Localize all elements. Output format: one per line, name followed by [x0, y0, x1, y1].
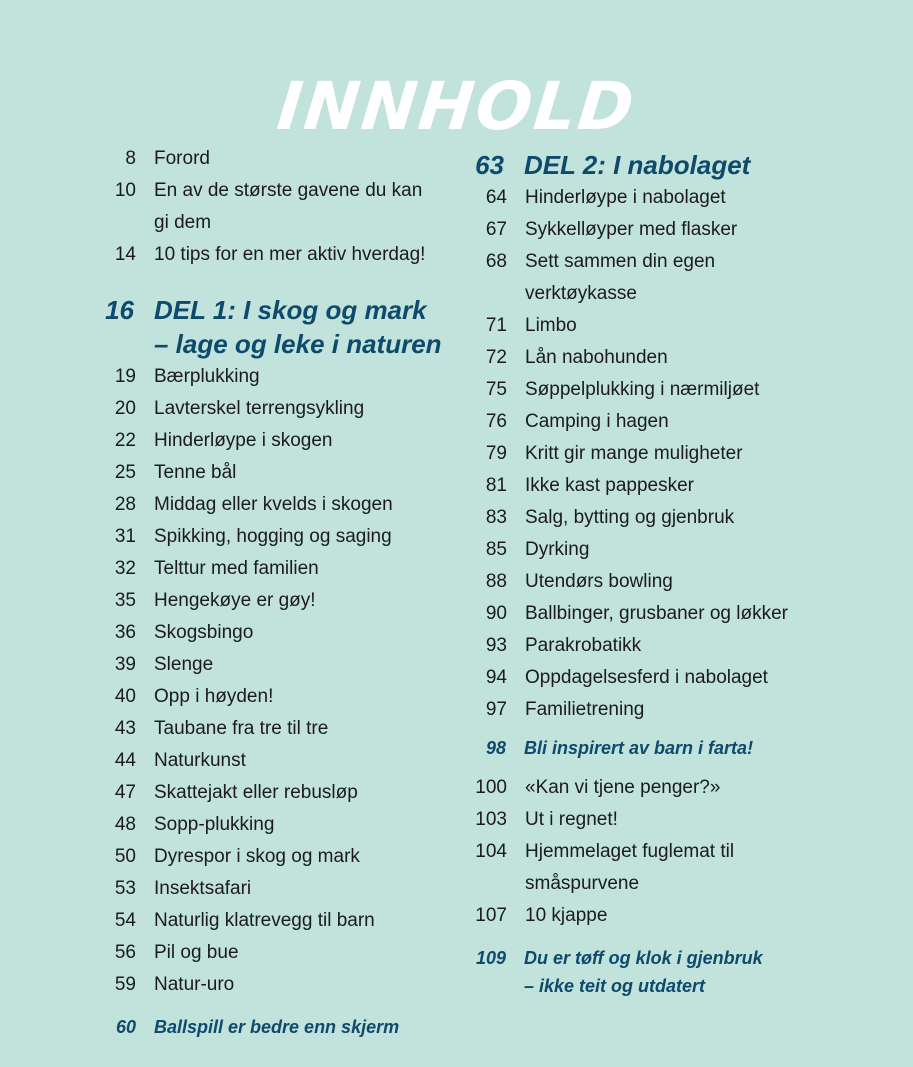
toc-entry-page: 54	[114, 910, 136, 931]
toc-entry[interactable]	[100, 393, 460, 425]
page-title: INNHOLD	[273, 68, 640, 146]
toc-entry-line: Camping i hagen	[525, 411, 669, 432]
toc-entry-page: 35	[114, 590, 136, 611]
part1-heading[interactable]	[100, 293, 460, 361]
toc-entry-line: Ikke kast pappesker	[525, 475, 694, 496]
toc-entry-title: Naturkunst	[154, 750, 246, 771]
toc-entry-page: 104	[475, 841, 507, 862]
toc-entry-title	[154, 239, 425, 271]
toc-entry-line: Lån nabohunden	[525, 347, 668, 368]
toc-entry[interactable]	[100, 175, 460, 239]
toc-entry-title	[525, 772, 720, 804]
toc-entry[interactable]	[470, 406, 910, 438]
toc-entry-line: Hjemmelaget fuglemat til	[525, 841, 735, 862]
toc-entry-page: 94	[485, 667, 507, 688]
toc-entry-title	[525, 598, 788, 630]
feature-gjenbruk[interactable]	[470, 944, 910, 1000]
toc-entry[interactable]	[470, 470, 910, 502]
feature2-title: Bli inspirert av barn i farta!	[524, 738, 754, 758]
toc-entry[interactable]	[470, 566, 910, 598]
toc-entry-title: Hinderløype i skogen	[154, 430, 333, 451]
toc-entry-page: 28	[114, 494, 136, 515]
toc-entry-title: Bærplukking	[154, 366, 260, 387]
toc-entry[interactable]	[100, 649, 460, 681]
toc-entry-page: 48	[114, 814, 136, 835]
toc-entry-page: 59	[114, 974, 136, 995]
feature-bli-inspirert[interactable]	[470, 734, 910, 762]
toc-entry-page: 64	[485, 187, 507, 208]
part2-heading[interactable]	[470, 148, 910, 182]
toc-entry[interactable]	[100, 745, 460, 777]
toc-entry-title	[525, 900, 607, 932]
toc-entry-title: Naturlig klatrevegg til barn	[154, 910, 375, 931]
toc-entry[interactable]	[100, 873, 460, 905]
part1-title	[154, 293, 442, 361]
toc-entry-page: 50	[114, 846, 136, 867]
feature3-line: – ikke teit og utdatert	[524, 976, 706, 996]
toc-entry-title: Skattejakt eller rebusløp	[154, 782, 358, 803]
toc-entry-page: 19	[114, 366, 136, 387]
toc-entry-line: Sykkelløyper med flasker	[525, 219, 738, 240]
toc-entry-page: 32	[114, 558, 136, 579]
toc-entry-title	[154, 175, 422, 239]
feature3-line: Du er tøff og klok i gjenbruk	[524, 948, 763, 968]
toc-entry-title: Hengekøye er gøy!	[154, 590, 316, 611]
part1-list	[100, 361, 460, 1001]
toc-entry-title	[154, 143, 210, 175]
toc-entry-title: Slenge	[154, 654, 214, 675]
toc-entry-page: 25	[114, 462, 136, 483]
toc-entry[interactable]	[470, 836, 910, 900]
toc-entry-page: 100	[475, 777, 507, 798]
toc-entry-title: Natur-uro	[154, 974, 235, 995]
toc-entry[interactable]	[470, 246, 910, 310]
toc-entry-line: Oppdagelsesferd i nabolaget	[525, 667, 768, 688]
toc-entry-line: verktøykasse	[525, 283, 637, 304]
toc-entry-title: Pil og bue	[154, 942, 239, 963]
toc-entry[interactable]	[470, 662, 910, 694]
toc-entry-line: Kritt gir mange muligheter	[525, 443, 743, 464]
toc-entry-page: 20	[114, 398, 136, 419]
toc-entry[interactable]	[100, 681, 460, 713]
toc-entry[interactable]	[100, 617, 460, 649]
toc-entry-page: 39	[114, 654, 136, 675]
toc-entry-title: Skogsbingo	[154, 622, 254, 643]
toc-entry-title	[525, 470, 694, 502]
toc-entry-title: Lavterskel terrengsykling	[154, 398, 365, 419]
part2-title: DEL 2: I nabolaget	[524, 150, 751, 180]
toc-entry-title: Spikking, hogging og saging	[154, 526, 392, 547]
toc-entry[interactable]	[470, 804, 910, 836]
toc-entry-line: Hinderløype i nabolaget	[525, 187, 726, 208]
toc-entry-line: Forord	[154, 148, 210, 169]
toc-entry-page: 36	[114, 622, 136, 643]
toc-entry-page: 103	[475, 809, 507, 830]
toc-entry[interactable]	[470, 502, 910, 534]
toc-entry-page: 10	[114, 180, 136, 201]
toc-entry-title	[525, 406, 669, 438]
toc-entry-page: 83	[485, 507, 507, 528]
toc-entry-title	[525, 534, 589, 566]
toc-left-column	[100, 143, 460, 1041]
intro-list	[100, 143, 460, 271]
feature1-page: 60	[115, 1017, 136, 1037]
toc-entry-page: 72	[485, 347, 507, 368]
part2-list-b	[470, 772, 910, 932]
feature-ballspill[interactable]	[100, 1013, 460, 1041]
toc-entry[interactable]	[100, 361, 460, 393]
toc-entry-page: 14	[114, 244, 136, 265]
toc-entry[interactable]	[470, 182, 910, 214]
toc-entry[interactable]	[470, 214, 910, 246]
toc-entry-page: 88	[485, 571, 507, 592]
toc-entry[interactable]	[470, 598, 910, 630]
toc-entry[interactable]	[100, 425, 460, 457]
part2-page: 63	[475, 150, 504, 180]
toc-entry-page: 81	[485, 475, 507, 496]
toc-entry-page: 43	[114, 718, 136, 739]
toc-entry-title	[525, 246, 715, 310]
toc-entry-line: 10 tips for en mer aktiv hverdag!	[154, 244, 426, 265]
toc-entry[interactable]	[100, 969, 460, 1001]
feature2-page: 98	[485, 738, 506, 758]
part1-page: 16	[105, 295, 134, 325]
toc-entry-page: 97	[485, 699, 507, 720]
toc-entry-page: 90	[485, 603, 507, 624]
toc-entry[interactable]	[470, 342, 910, 374]
toc-entry-line: småspurvene	[525, 873, 640, 894]
toc-entry-title	[525, 662, 768, 694]
toc-entry-line: Parakrobatikk	[525, 635, 642, 656]
toc-entry-line: Sett sammen din egen	[525, 251, 716, 272]
toc-entry-line: «Kan vi tjene penger?»	[525, 777, 721, 798]
toc-entry-title	[525, 310, 577, 342]
feature3-page: 109	[475, 948, 506, 968]
toc-entry-title: Opp i høyden!	[154, 686, 274, 707]
toc-entry-title	[525, 804, 618, 836]
toc-entry[interactable]	[100, 809, 460, 841]
toc-entry-line: En av de største gavene du kan	[154, 180, 423, 201]
toc-entry-line: Ut i regnet!	[525, 809, 618, 830]
toc-entry[interactable]	[100, 777, 460, 809]
part1-title-line: DEL 1: I skog og mark	[154, 295, 427, 325]
toc-entry-title	[525, 182, 726, 214]
feature3-title	[524, 944, 763, 1000]
toc-entry-title	[525, 836, 734, 900]
toc-entry[interactable]	[470, 310, 910, 342]
toc-entry-title: Dyrespor i skog og mark	[154, 846, 360, 867]
toc-entry-title	[525, 214, 737, 246]
toc-entry[interactable]	[100, 553, 460, 585]
toc-entry-page: 31	[114, 526, 136, 547]
toc-entry-title: Telttur med familien	[154, 558, 319, 579]
toc-entry[interactable]	[100, 841, 460, 873]
toc-entry-line: Utendørs bowling	[525, 571, 673, 592]
part1-subtitle-line: – lage og leke i naturen	[154, 329, 442, 359]
toc-right-column	[470, 148, 910, 1000]
toc-entry-title: Tenne bål	[154, 462, 237, 483]
toc-entry-line: Familietrening	[525, 699, 645, 720]
toc-entry-page: 68	[485, 251, 507, 272]
toc-entry-line: Limbo	[525, 315, 577, 336]
toc-entry-title	[525, 630, 641, 662]
part2-list	[470, 182, 910, 726]
toc-entry[interactable]	[470, 438, 910, 470]
toc-entry-line: Salg, bytting og gjenbruk	[525, 507, 735, 528]
toc-entry-page: 76	[485, 411, 507, 432]
toc-entry[interactable]	[100, 937, 460, 969]
toc-entry-page: 67	[485, 219, 507, 240]
toc-entry[interactable]	[100, 489, 460, 521]
toc-entry-title	[525, 374, 759, 406]
toc-entry-page: 47	[114, 782, 136, 803]
toc-entry[interactable]	[100, 457, 460, 489]
toc-entry-page: 56	[114, 942, 136, 963]
toc-entry-page: 85	[485, 539, 507, 560]
toc-entry-title	[525, 566, 673, 598]
toc-entry[interactable]	[100, 143, 460, 175]
toc-entry-line: Søppelplukking i nærmiljøet	[525, 379, 760, 400]
feature1-title: Ballspill er bedre enn skjerm	[154, 1017, 400, 1037]
toc-entry[interactable]	[100, 905, 460, 937]
toc-entry-page: 22	[114, 430, 136, 451]
toc-entry-line: 10 kjappe	[525, 905, 608, 926]
toc-entry-line: Ballbinger, grusbaner og løkker	[525, 603, 788, 624]
toc-entry[interactable]	[470, 772, 910, 804]
toc-entry[interactable]	[470, 374, 910, 406]
toc-entry-page: 79	[485, 443, 507, 464]
toc-entry-title: Taubane fra tre til tre	[154, 718, 329, 739]
toc-entry-title: Middag eller kvelds i skogen	[154, 494, 393, 515]
toc-entry[interactable]	[100, 521, 460, 553]
toc-entry-page: 44	[114, 750, 136, 771]
toc-entry-title	[525, 438, 743, 470]
toc-entry[interactable]	[100, 239, 460, 271]
toc-entry[interactable]	[100, 713, 460, 745]
toc-entry-line: gi dem	[154, 212, 212, 233]
toc-entry-page: 93	[485, 635, 507, 656]
toc-entry-title	[525, 502, 734, 534]
toc-entry[interactable]	[470, 694, 910, 726]
toc-entry-page: 40	[114, 686, 136, 707]
toc-entry[interactable]	[470, 534, 910, 566]
toc-entry[interactable]	[470, 630, 910, 662]
toc-entry-page: 53	[114, 878, 136, 899]
toc-entry-page: 107	[475, 905, 507, 926]
toc-entry-page: 75	[485, 379, 507, 400]
toc-entry[interactable]	[470, 900, 910, 932]
toc-entry-line: Dyrking	[525, 539, 590, 560]
toc-entry-page: 8	[125, 148, 136, 169]
toc-entry-title: Insektsafari	[154, 878, 252, 899]
toc-entry[interactable]	[100, 585, 460, 617]
toc-entry-title: Sopp-plukking	[154, 814, 275, 835]
toc-entry-title	[525, 694, 644, 726]
toc-entry-title	[525, 342, 668, 374]
toc-entry-page: 71	[485, 315, 507, 336]
